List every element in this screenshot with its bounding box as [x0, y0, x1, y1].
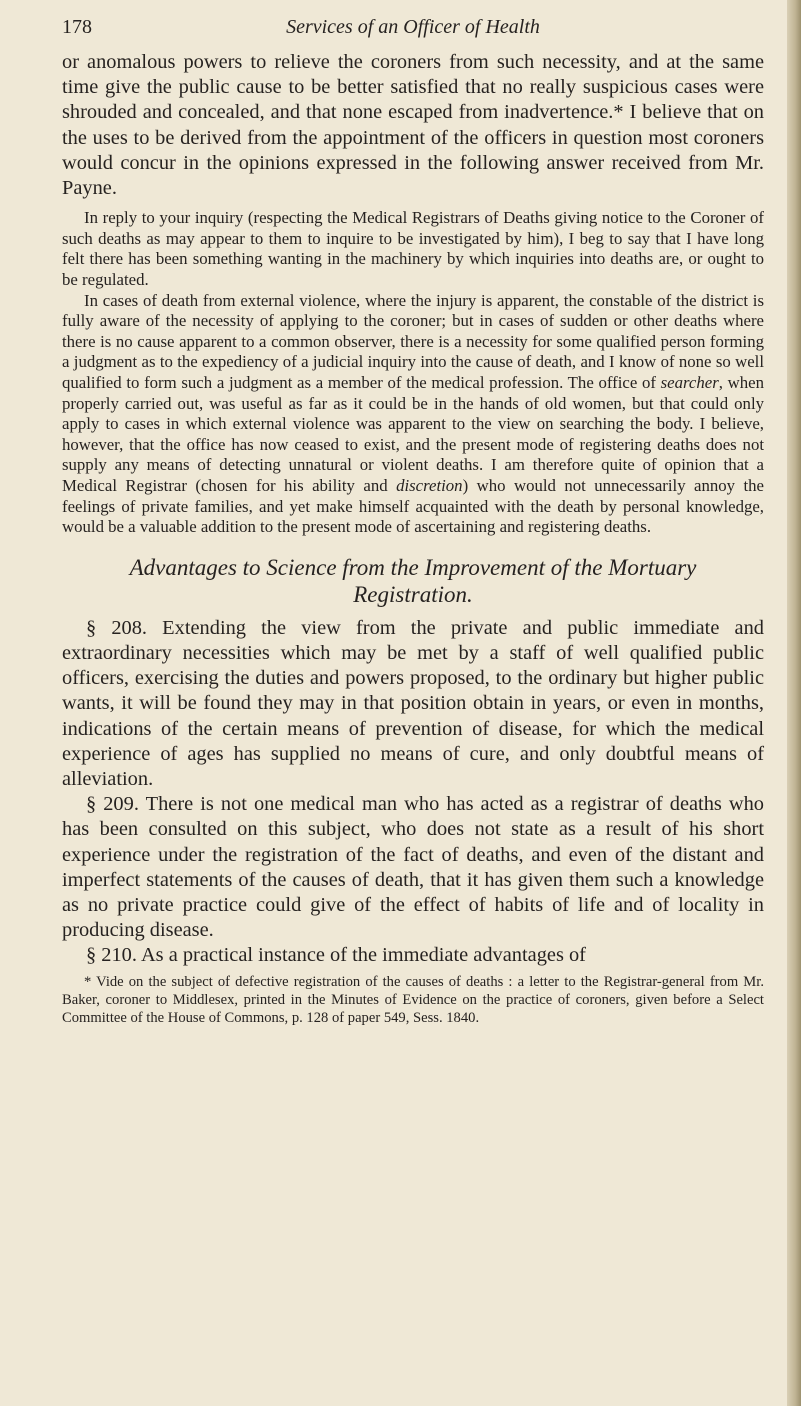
section-number-208: § 208. — [86, 616, 148, 639]
section-text-209: There is not one medical man who has acted as a registrar of deaths who has been consulted on this subject, who does not state as a result of his short experience under the registration of the fact of deaths, and even of the distant and imperfect statements of the causes of death, that it has given them such a knowledge as no private practice could give of the effect of habits of life and of locality in producing disease. — [62, 793, 764, 942]
paragraph-section-210 — [62, 943, 764, 968]
page-edge — [787, 0, 801, 1406]
paragraph-opening: or anomalous powers to relieve the coroners from such necessity, and at the same time give the public cause to be better satisfied that no really suspicious cases were shrouded and concealed, and that none escaped from inadvertence.* I believe that on the uses to be derived from the appointment of the officers in question most coroners would concur in the opinions expressed in the following answer received from Mr. Payne. — [62, 51, 764, 200]
running-title: Services of an Officer of Health — [286, 16, 540, 38]
quoted-letter — [62, 208, 764, 538]
paragraph-section-209 — [62, 792, 764, 943]
section-heading — [62, 554, 764, 608]
quote-text-segment: ) who would not unnecessarily annoy the feelings of private families, and yet make himself acquainted with the death by personal knowledge, would be a valuable addition to the present mode of ascertaining and registering deaths. — [62, 475, 764, 537]
quote-paragraph-1: In reply to your inquiry (respecting the Medical Registrars of Deaths giving notice to the Coroner of such deaths as may appear to them to inquire to be investigated by him), I beg to say that I have long felt there has been something wanting in the machinery by which inquiries into deaths are, or ought to be regulated. — [62, 208, 764, 289]
section-heading-line-2: Registration. — [353, 581, 473, 607]
section-text-208: Extending the view from the private and public immediate and extraordinary necessities which may be met by a staff of well qualified public officers, exercising the duties and powers proposed, to the ordinary but higher public wants, it will be found they may in that position obtain in years, or even in months, indications of the certain means of prevention of disease, for which the medical experience of ages has supplied no means of cure, and only doubtful means of alleviation. — [62, 616, 764, 790]
section-heading-line-1: Advantages to Science from the Improvement of the Mortuary — [129, 554, 697, 580]
section-text-210: As a practical instance of the immediate advantages of — [136, 944, 586, 967]
quote-emphasis-searcher: searcher — [660, 372, 719, 392]
quote-paragraph-2 — [62, 291, 764, 538]
book-page — [62, 14, 764, 1027]
quote-text-segment: , when properly carried out, was useful as far as it could be in the hands of old women, but that could only apply to cases in which external violence was apparent to the view on searching the body. I believe, however, that the office has now ceased to exist, and the present mode of registering deaths does not supply any means of detecting unnatural or violent deaths. I am therefore quite of opinion that a Medical Registrar (chosen for his ability and — [62, 372, 764, 495]
section-number-210: § 210. — [86, 944, 137, 967]
quote-emphasis-discretion: discretion — [396, 475, 463, 495]
page-number: 178 — [62, 16, 92, 38]
paragraph-section-208 — [62, 616, 764, 792]
running-head — [62, 14, 764, 50]
footnote: * Vide on the subject of defective registration of the causes of deaths : a letter to the Registrar-general from Mr. Baker, coroner to Middlesex, printed in the Minutes of Evidence on the practice of coroners, given before a Select Committee of the House of Commons, p. 128 of paper 549, Sess. 1840. — [62, 973, 764, 1026]
section-number-209: § 209. — [86, 793, 139, 816]
quote-text-segment: In cases of death from external violence, where the injury is apparent, the constable of the district is fully aware of the necessity of applying to the coroner; but in cases of sudden or other deaths where there is no cause apparent to a common observer, there is a necessity for some qualified person forming a judgment as to the expediency of a judicial inquiry into the cause of death, and I know of none so well qualified to form such a judgment as a member of the medical profession. The office of — [62, 290, 764, 392]
